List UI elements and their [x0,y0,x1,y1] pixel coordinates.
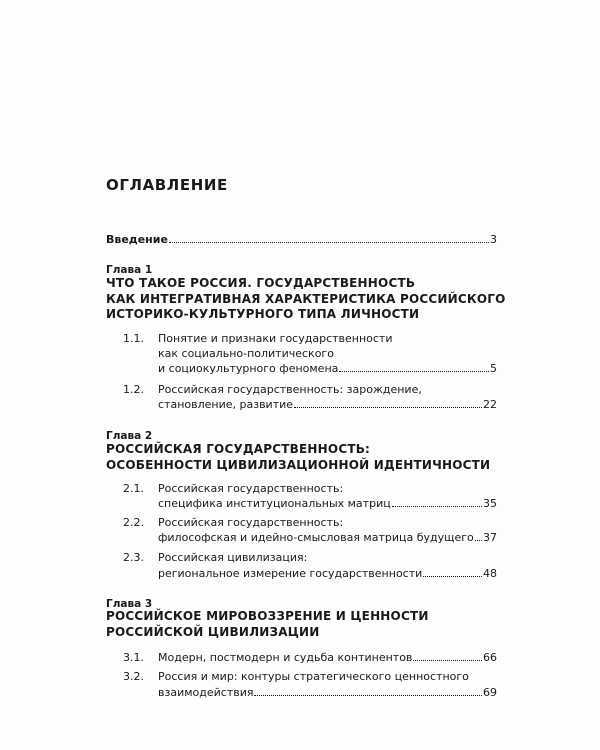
section-number: 2.3. [123,551,144,564]
leader-dots [475,540,482,541]
section-title-line: Модерн, постмодерн и судьба континентов [158,651,413,664]
chapter-title-line: РОССИЙСКОЕ МИРОВОЗЗРЕНИЕ И ЦЕННОСТИ [106,609,429,623]
section-number: 2.1. [123,482,144,495]
intro-label: Введение [106,233,168,246]
section-last-line [158,651,497,666]
toc-entry-intro[interactable] [106,233,497,246]
section-page: 22 [483,398,497,411]
leader-dots [294,407,482,408]
leader-dots [413,660,482,661]
chapter-title-line: РОССИЙСКОЙ ЦИВИЛИЗАЦИИ [106,624,320,639]
chapter-title-line: РОССИЙСКАЯ ГОСУДАРСТВЕННОСТЬ: [106,442,371,456]
section-title-line: и социокультурного феномена [158,362,339,375]
chapter-3-title [106,609,429,640]
section-title-line: региональное измерение государственности [158,567,423,580]
section-page: 5 [490,362,497,375]
section-page: 48 [483,567,497,580]
section-title-line: Российская государственность: [158,516,344,529]
leader-dots [423,576,482,577]
section-title-line: философская и идейно-смысловая матрица будущего [158,531,474,544]
section-number: 2.2. [123,516,144,529]
section-number: 1.1. [123,332,144,345]
section-last-line [158,531,497,546]
section-title-line: как социально-политического [158,347,334,360]
toc-title: ОГЛАВЛЕНИЕ [106,176,228,194]
chapter-3-label: Глава 3 [106,598,153,610]
section-number: 1.2. [123,383,144,396]
section-page: 35 [483,497,497,510]
chapter-2-label: Глава 2 [106,430,153,442]
leader-dots [339,371,489,372]
section-last-line [158,398,497,413]
section-title-line: специфика институциональных матриц [158,497,391,510]
chapter-title-line: ИСТОРИКО-КУЛЬТУРНОГО ТИПА ЛИЧНОСТИ [106,307,420,321]
leader-dots [392,506,482,507]
intro-page: 3 [490,233,497,246]
section-number: 3.2. [123,670,144,683]
section-title-line: Россия и мир: контуры стратегического ценностного [158,670,469,683]
chapter-title-line: КАК ИНТЕГРАТИВНАЯ ХАРАКТЕРИСТИКА РОССИЙСКОГО [106,291,506,306]
chapter-1-title [106,276,506,323]
section-page: 69 [483,686,497,699]
chapter-title-line: ОСОБЕННОСТИ ЦИВИЛИЗАЦИОННОЙ ИДЕНТИЧНОСТИ [106,457,491,472]
section-number: 3.1. [123,651,144,664]
section-page: 66 [483,651,497,664]
chapter-1-label: Глава 1 [106,264,153,276]
section-last-line [158,362,497,377]
leader-dots [254,695,482,696]
section-last-line [158,686,497,701]
section-title-line: становление, развитие [158,398,294,411]
section-title-line: Российская цивилизация: [158,551,308,564]
section-title-line: Понятие и признаки государственности [158,332,393,345]
section-last-line [158,497,497,512]
section-page: 37 [483,531,497,544]
section-last-line [158,567,497,582]
leader-dots [169,242,489,243]
chapter-2-title [106,442,490,473]
chapter-title-line: ЧТО ТАКОЕ РОССИЯ. ГОСУДАРСТВЕННОСТЬ [106,276,416,290]
section-title-line: Российская государственность: [158,482,344,495]
section-title-line: Российская государственность: зарождение, [158,383,422,396]
section-title-line: взаимодействия [158,686,254,699]
